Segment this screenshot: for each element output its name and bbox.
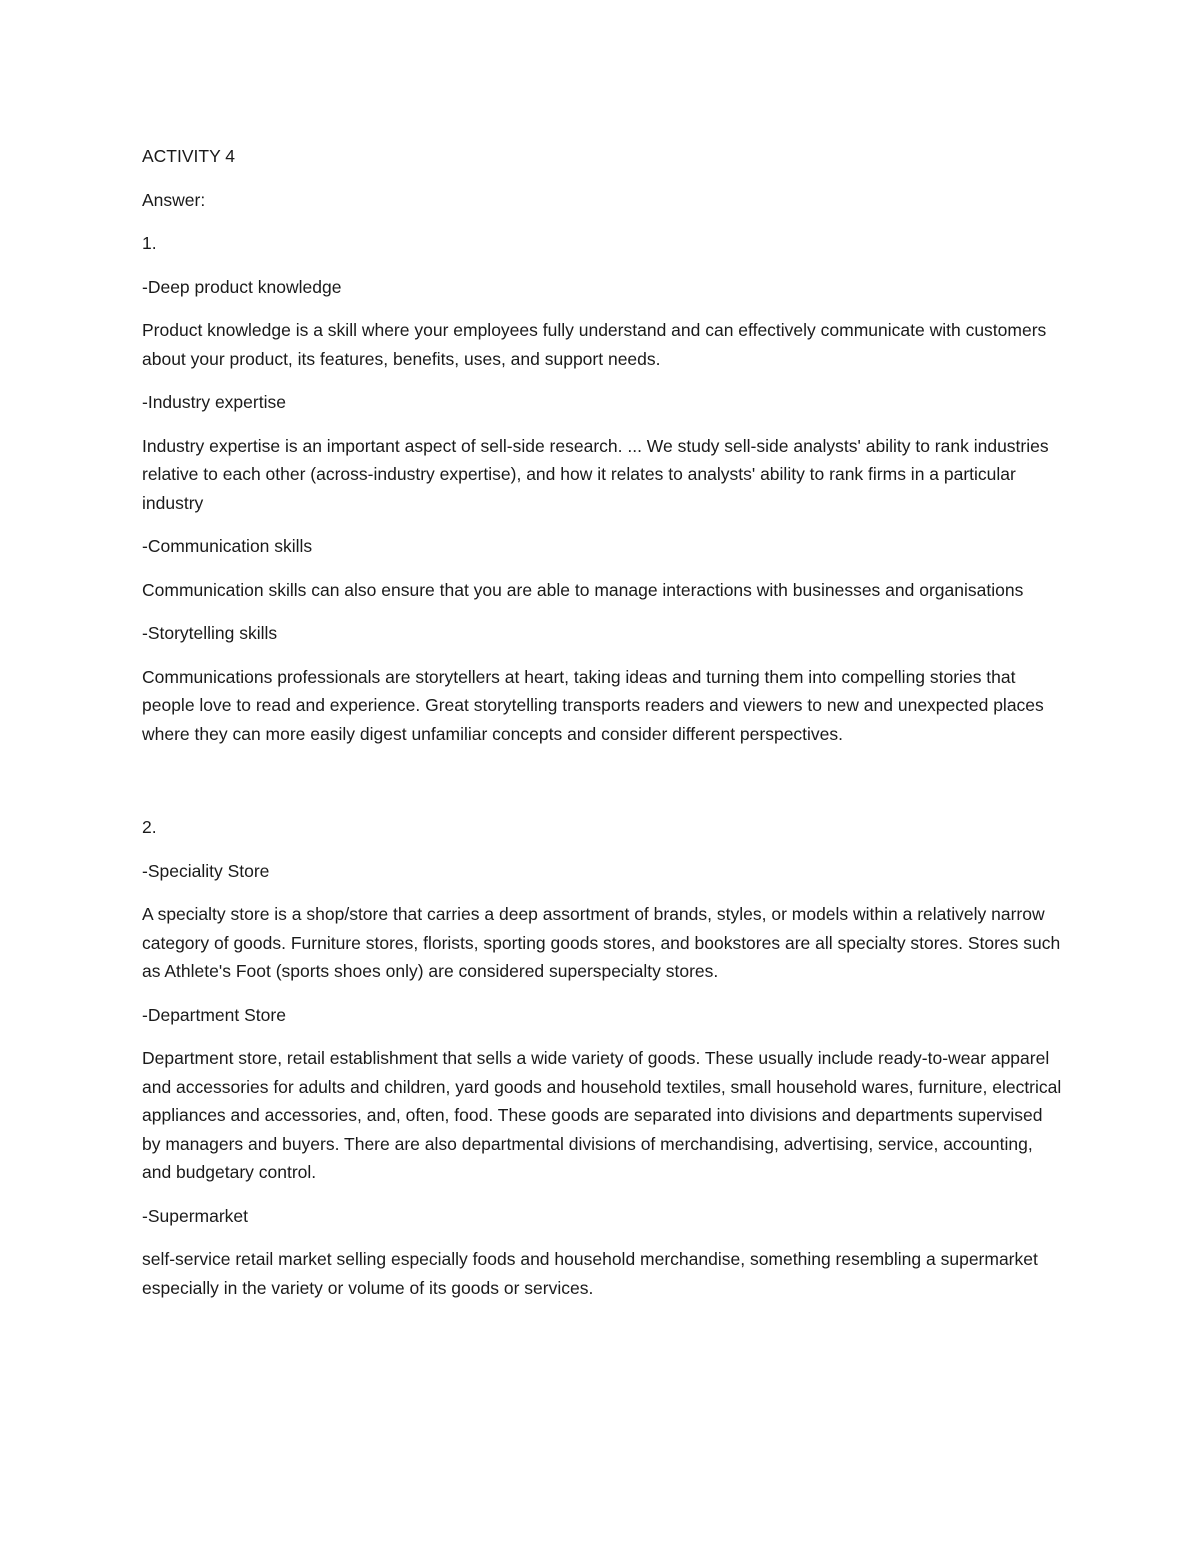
question-1-number: 1. [142,233,157,253]
section-heading: -Supermarket [142,1205,249,1226]
section-paragraph: Industry expertise is an important aspect of sell-side research. ... We study sell-side analysts' ability to rank industries relative to each other (across-industry expertise), and how it relates to analysts' ability to rank firms in a particular industry [142,435,1049,513]
document-title: ACTIVITY 4 [142,146,236,166]
question-2-number: 2. [142,817,157,837]
section-heading: -Speciality Store [142,860,270,881]
section-paragraph: Product knowledge is a skill where your employees fully understand and can effectively communicate with customers about your product, its features, benefits, uses, and support needs. [142,320,1047,369]
document-body [142,142,1062,1317]
answer-label: Answer: [142,189,206,210]
section-paragraph: Department store, retail establishment that sells a wide variety of goods. These usually include ready-to-wear apparel and accessories for adults and children, yard goods and household textiles, small household wares, furniture, electrical appliances and accessories, and, often, food. These goods are separated into divisions and departments supervised by managers and buyers. There are also departmental divisions of merchandising, advertising, service, accounting, and budgetary control. [142,1048,1062,1182]
blank-line [142,763,1062,813]
section-heading: -Deep product knowledge [142,276,342,297]
section-heading: -Communication skills [142,536,313,556]
section-paragraph: Communications professionals are storytellers at heart, taking ideas and turning them into compelling stories that people love to read and experience. Great storytelling transports readers and viewers to new and unexpected places where they can more easily digest unfamiliar concepts and consider different perspectives. [142,666,1044,744]
section-paragraph: A specialty store is a shop/store that carries a deep assortment of brands, styles, or models within a relatively narrow category of goods. Furniture stores, florists, sporting goods stores, and bookstores are all specialty stores. Stores such as Athlete's Foot (sports shoes only) are considered superspecialty stores. [142,904,1061,981]
section-paragraph: Communication skills can also ensure that you are able to manage interactions with businesses and organisations [142,579,1024,600]
section-heading: -Industry expertise [142,392,286,412]
section-heading: -Storytelling skills [142,623,278,643]
section-paragraph: self-service retail market selling especially foods and household merchandise, something resembling a supermarket especially in the variety or volume of its goods or services. [142,1249,1038,1298]
section-heading: -Department Store [142,1004,286,1025]
